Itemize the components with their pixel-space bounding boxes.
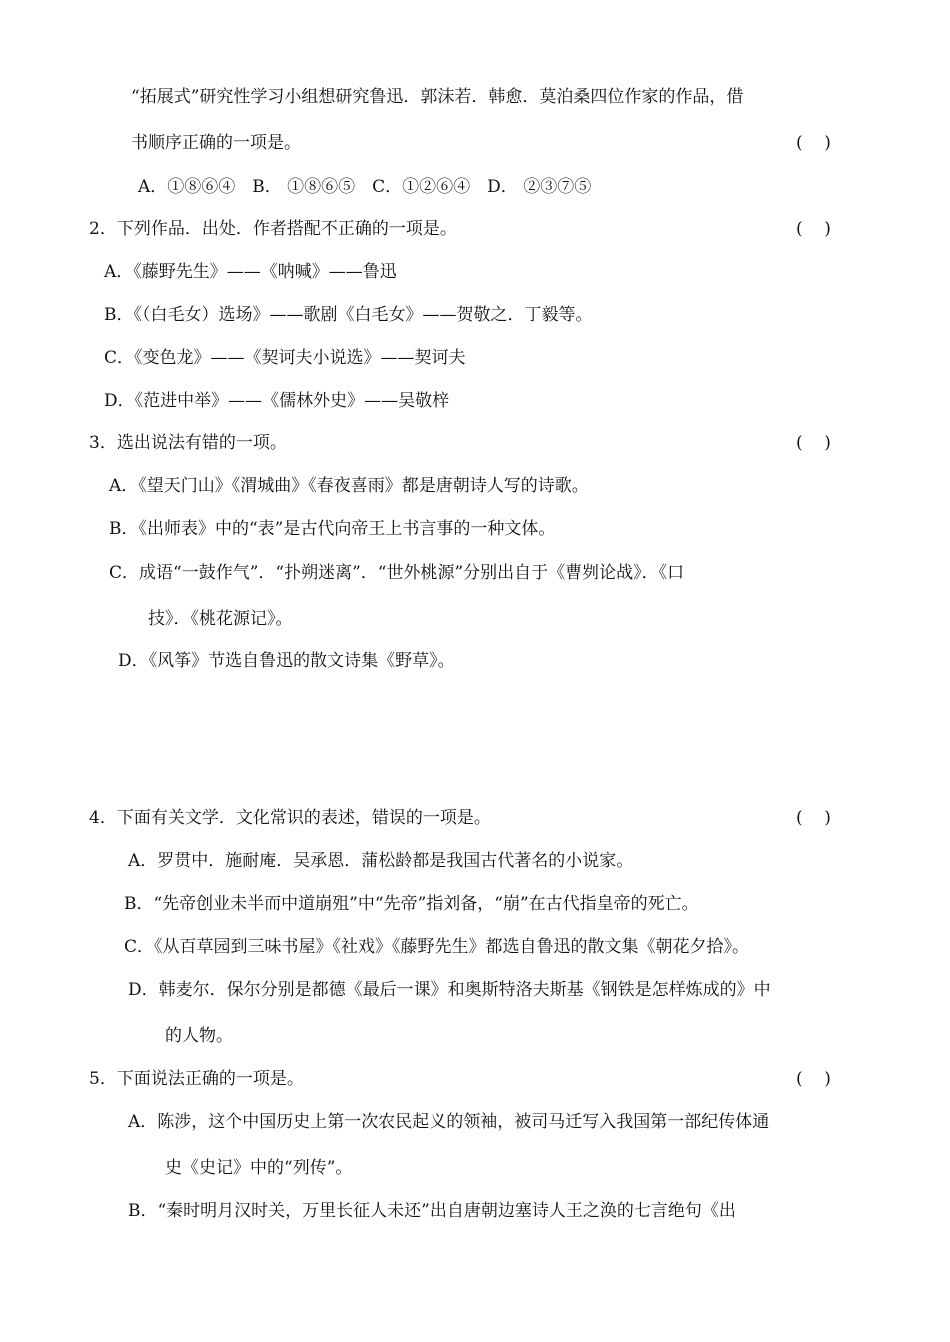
q4-option-d-line2: 的人物。 — [165, 1026, 233, 1046]
q5-answer-blank: ( ) — [796, 1069, 831, 1089]
q1-stem-line1: “拓展式”研究性学习小组想研究鲁迅．郭沫若．韩愈．莫泊桑四位作家的作品，借 — [131, 87, 744, 107]
q3-option-c-line1: C．成语“一鼓作气”．“扑朔迷离”．“世外桃源”分别出自于《曹刿论战》．《口 — [109, 563, 685, 583]
q3-stem: 3．选出说法有错的一项。 — [89, 433, 287, 453]
q4-answer-blank: ( ) — [796, 808, 831, 828]
q3-answer-blank: ( ) — [796, 433, 831, 453]
q3-option-a: A．《望天门山》《渭城曲》《春夜喜雨》都是唐朝诗人写的诗歌。 — [109, 476, 589, 496]
q2-option-a: A．《藤野先生》——《呐喊》——鲁迅 — [104, 262, 397, 282]
q2-answer-blank: ( ) — [796, 219, 831, 239]
q4-option-a: A．罗贯中．施耐庵．吴承恩．蒲松龄都是我国古代著名的小说家。 — [128, 851, 634, 871]
q3-option-d: D．《风筝》节选自鲁迅的散文诗集《野草》。 — [118, 651, 455, 671]
q4-option-b: B．“先帝创业未半而中道崩殂”中“先帝”指刘备，“崩”在古代指皇帝的死亡。 — [124, 894, 699, 914]
q4-stem: 4．下面有关文学．文化常识的表述，错误的一项是。 — [89, 808, 491, 828]
q2-option-b: B．《（白毛女）选场》——歌剧《白毛女》——贺敬之．丁毅等。 — [104, 305, 593, 325]
q5-stem: 5．下面说法正确的一项是。 — [89, 1069, 304, 1089]
q2-option-d: D．《范进中举》——《儒林外史》——吴敬梓 — [104, 391, 450, 411]
q1-answer-blank: ( ) — [796, 133, 831, 153]
q1-options: A．①⑧⑥④ B． ①⑧⑥⑤ C．①②⑥④ D． ②③⑦⑤ — [138, 177, 592, 197]
q4-option-c: C．《从百草园到三味书屋》《社戏》《藤野先生》都选自鲁迅的散文集《朝花夕拾》。 — [124, 937, 750, 957]
q3-option-c-line2: 技》．《桃花源记》。 — [148, 609, 293, 629]
q4-option-d-line1: D．韩麦尔．保尔分别是都德《最后一课》和奥斯特洛夫斯基《钢铁是怎样炼成的》中 — [128, 980, 771, 1000]
q3-option-b: B．《出师表》中的“表”是古代向帝王上书言事的一种文体。 — [109, 519, 556, 539]
q2-option-c: C．《变色龙》——《契诃夫小说选》——契诃夫 — [104, 348, 466, 368]
q1-stem-line2: 书顺序正确的一项是。 — [131, 133, 301, 153]
q5-option-a-line1: A．陈涉，这个中国历史上第一次农民起义的领袖，被司马迁写入我国第一部纪传体通 — [128, 1112, 770, 1132]
q2-stem: 2．下列作品．出处．作者搭配不正确的一项是。 — [89, 219, 457, 239]
q5-option-a-line2: 史《史记》中的“列传”。 — [165, 1158, 353, 1178]
q5-option-b-line1: B．“秦时明月汉时关，万里长征人未还”出自唐朝边塞诗人王之涣的七言绝句《出 — [128, 1201, 736, 1221]
